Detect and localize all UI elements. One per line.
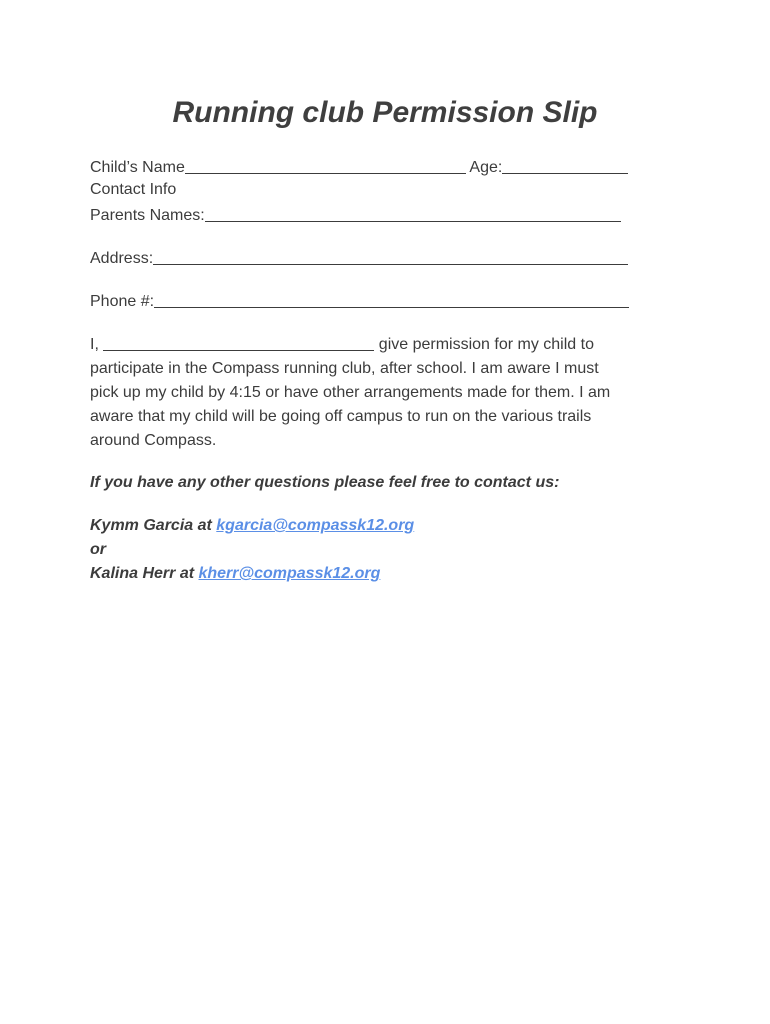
- child-name-label: Child’s Name: [90, 159, 185, 176]
- contact-2-email-link[interactable]: kherr@compassk12.org: [198, 565, 381, 582]
- page-title: Running club Permission Slip: [172, 96, 598, 129]
- or-text: or: [90, 541, 106, 558]
- contact-1-row: [90, 514, 414, 538]
- phone-label: Phone #:: [90, 293, 155, 310]
- phone-field[interactable]: [154, 290, 629, 308]
- phone-row: [90, 288, 629, 314]
- parents-names-row: [90, 202, 621, 228]
- address-field[interactable]: [153, 247, 628, 265]
- age-field[interactable]: [502, 156, 628, 174]
- contact-info-label: Contact Info: [90, 181, 177, 198]
- age-label: Age:: [469, 159, 503, 176]
- contact-1-name: Kymm Garcia at: [90, 517, 217, 534]
- contact-1-email-link[interactable]: kgarcia@compassk12.org: [216, 517, 415, 534]
- contact-heading: If you have any other questions please feel free to contact us:: [90, 474, 560, 491]
- guardian-name-field[interactable]: [103, 333, 374, 351]
- permission-line-4: aware that my child will be going off campus to run on the various trails: [90, 408, 592, 425]
- permission-line-3: pick up my child by 4:15 or have other arrangements made for them. I am: [90, 384, 611, 401]
- parents-names-field[interactable]: [205, 204, 621, 222]
- permission-line-5: around Compass.: [90, 432, 217, 449]
- permission-prefix: I,: [90, 336, 104, 353]
- child-name-row: [90, 154, 628, 180]
- contact-2-name: Kalina Herr at: [90, 565, 199, 582]
- permission-line-2: participate in the Compass running club, after school. I am aware I must: [90, 360, 599, 377]
- address-label: Address:: [90, 250, 154, 267]
- permission-paragraph: [90, 331, 690, 453]
- address-row: [90, 245, 628, 271]
- contact-2-row: [90, 562, 380, 586]
- parents-names-label: Parents Names:: [90, 207, 205, 224]
- permission-line-1-suffix: give permission for my child to: [374, 336, 594, 353]
- child-name-field[interactable]: [185, 156, 466, 174]
- permission-line-1: [90, 331, 690, 357]
- contact-info-row: [90, 178, 176, 202]
